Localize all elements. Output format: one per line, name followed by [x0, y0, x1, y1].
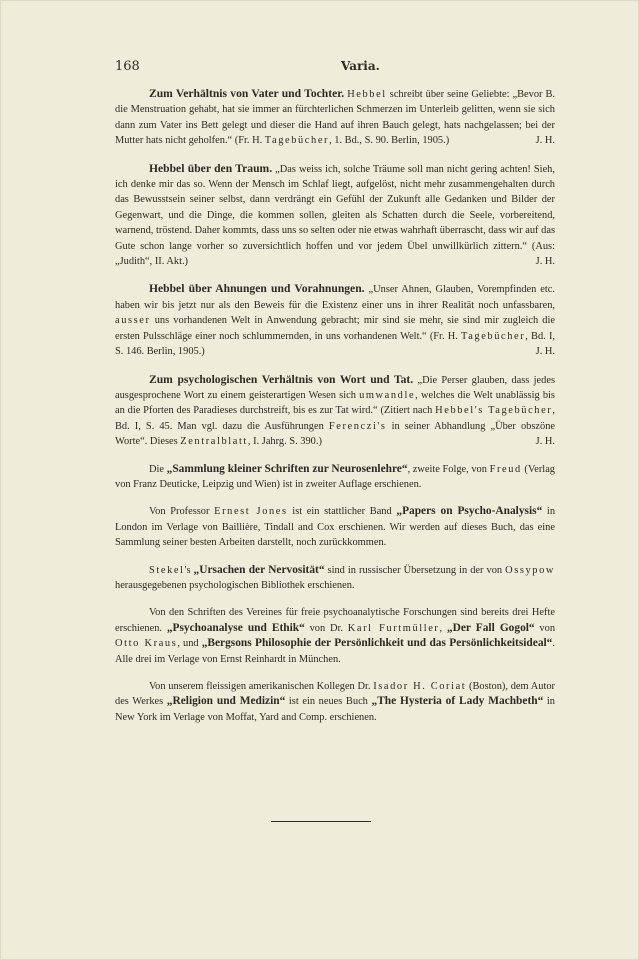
book-title: „Psychoanalyse und Ethik“: [166, 621, 305, 634]
paragraph-coriat: [115, 679, 555, 725]
paragraph-heading: Zum Verhältnis von Vater und Tochter.: [149, 87, 345, 100]
book-title: „Der Fall Gogol“: [446, 621, 535, 634]
source-title: Tagebücher: [264, 135, 330, 147]
paragraph-text: , Bd. I, S. 45. Man vgl. dazu die Ausführungen: [115, 405, 555, 432]
paragraph-text: ,: [439, 622, 447, 634]
paragraph-text: (Verlag von Franz Deuticke, Leipzig und Wien) ist in zweiter Auflage erschienen.: [115, 463, 555, 490]
closing-rule: [271, 821, 371, 822]
paragraph-text: ist ein stattlicher Band: [287, 506, 397, 518]
paragraph-text: , zweite Folge, von: [407, 463, 490, 475]
signature: J. H.: [535, 135, 555, 147]
paragraph-heading: Hebbel über den Traum.: [149, 161, 273, 175]
source-title: Hebbel's Tagebücher: [435, 405, 553, 417]
paragraph-text: „Das weiss ich, solche Träume soll man nicht gering achten! Sieh, ich denke mir das so. Wenn der Mensch im Schlaf liegt, aufgelöst, nicht mehr zusammengehalten durch das Bewusstsein seiner selbst, dann verdrängt ein Gefühl der Zukunft alle Gedanken und Bilder der Gegenwart, und die Dinge, die kommen sollen, gleiten als Schatten durch die Seele, vorbereitend, warnend, tröstend. Daher kommts, dass uns so selten oder nie etwas wahrhaft überrascht, dass wir auf das Gute schon lange vorher so zuversichtlich hoffen und vor jedem Übel unwillkürlich zittern.“ (Aus: „Judith“, II. Akt.): [115, 163, 555, 268]
paragraph-text: Von Professor: [149, 506, 215, 518]
paragraph-text: , und: [177, 638, 202, 650]
running-head: Varia.: [341, 59, 380, 73]
signature: J. H.: [535, 346, 555, 358]
paragraph-heading: Zum psychologischen Verhältnis von Wort und Tat.: [149, 372, 414, 386]
page-body: [115, 86, 555, 737]
paragraph-text: . Alle drei im Verlage von Ernst Reinhardt in München.: [115, 638, 555, 665]
emphasis: ausser: [115, 315, 151, 327]
paragraph-traum: [115, 161, 555, 270]
paragraph-stekel: [115, 563, 555, 594]
paragraph-vater-tochter: [115, 86, 555, 149]
book-title: „The Hysteria of Lady Machbeth“: [371, 695, 544, 708]
source-title: Tagebücher: [460, 330, 526, 342]
paragraph-text: , Bd. I, S. 146. Berlin, 1905.): [115, 330, 556, 358]
paragraph-jones: [115, 504, 555, 550]
paragraph-text: in New York im Verlage von Moffat, Yard and Comp. erschienen.: [115, 696, 555, 723]
paragraph-heading: Hebbel über Ahnungen und Vorahnungen.: [149, 282, 365, 296]
signature: J. H.: [535, 256, 555, 268]
signature: J. H.: [535, 436, 555, 448]
paragraph-text: , 1. Bd., S. 90. Berlin, 1905.): [329, 135, 450, 147]
paragraph-text: ist ein neues Buch: [285, 696, 372, 708]
page-header: [115, 59, 555, 77]
paragraph-text: herausgegebenen psychologischen Bibliothek erschienen.: [115, 579, 355, 591]
journal-title: Zentralblatt: [180, 436, 248, 448]
paragraph-text: 's: [184, 564, 194, 576]
paragraph-text: sind in russischer Übersetzung in der von: [324, 564, 506, 576]
paragraph-text: , I. Jahrg. S. 390.): [247, 436, 322, 448]
author-name: Hebbel: [347, 89, 387, 100]
paragraph-text: Die: [149, 463, 167, 475]
author-name: Karl Furtmüller: [347, 622, 440, 634]
paragraph-text: (Boston), dem Autor des Werkes: [115, 681, 555, 708]
book-title: „Ursachen der Nervosität“: [193, 563, 325, 576]
author-name: Ernest Jones: [214, 506, 288, 518]
author-name: Isador H. Coriat: [373, 681, 467, 692]
paragraph-ahnungen: [115, 281, 555, 359]
paragraph-text: , welches die Welt unablässig bis an die Pforten des Paradieses durchstreift, bis es zur Tat wird.“ (Zitiert nach: [115, 389, 555, 417]
paragraph-text: von: [534, 622, 556, 634]
paragraph-text: „Die Perser glauben, dass jedes ausgesprochene Wort zu einem geisterartigen Wesen sich: [115, 374, 555, 401]
paragraph-text: „Unser Ahnen, Glauben, Vorempfinden etc. haben wir bis jetzt nur als den Beweis für die Existenz einer uns in ihrer Realität noch unfassbaren,: [115, 284, 555, 311]
book-title: „Sammlung kleiner Schriften zur Neurosenlehre“: [166, 462, 408, 475]
author-name: Otto Kraus: [115, 638, 178, 650]
paragraph-text: in London im Verlage von Baillière, Tindall and Cox erschienen. Wir werden auf dieses Buch, das eine Sammlung seiner besten Arbeiten darstellt, noch zurückkommen.: [115, 506, 556, 549]
author-name: Stekel: [149, 564, 185, 576]
book-title: „Religion und Medizin“: [166, 695, 286, 708]
book-title: „Bergsons Philosophie der Persönlichkeit und das Persönlichkeitsideal“: [201, 637, 553, 650]
author-name: Ferenczi's: [328, 420, 387, 432]
paragraph-text: uns vorhandenen Welt in Anwendung gebracht; mir sind sie mehr, sie sind mir zugleich die ersten Pulsschläge einer noch schlummernden, in uns vorhandenen Welt.“ (Fr. H.: [115, 315, 555, 342]
paragraph-sammlung: [115, 462, 555, 493]
emphasis: umwandle: [359, 389, 416, 401]
author-name: Ossypow: [505, 564, 556, 576]
paragraph-text: Von unserem fleissigen amerikanischen Kollegen Dr.: [149, 681, 374, 692]
page-number: 168: [115, 59, 140, 74]
paragraph-text: schreibt über seine Geliebte: „Bevor B. die Menstruation gehabt, hat sie immer an fürchterlichen Schmerzen im Unterleib gelitten, wenn sie sich dann zum Vater ins Bett gelegt und dieser die Hand auf ihren Bauch gelegt, hats nachgelassen; bei der Mutter hats nicht geholfen.“ (Fr. H.: [115, 89, 555, 147]
paragraph-text: in seiner Abhandlung „Über obszöne Worte“. Dieses: [115, 420, 555, 448]
book-title: „Papers on Psycho-Analysis“: [396, 505, 543, 518]
author-name: Freud: [489, 463, 522, 475]
paragraph-wort-tat: [115, 372, 555, 450]
paragraph-text: von Dr.: [304, 622, 348, 634]
paragraph-verein: [115, 605, 555, 667]
paragraph-text: Von den Schriften des Vereines für freie psychoanalytische Forschungen sind bereits drei Hefte erschienen.: [115, 607, 555, 634]
